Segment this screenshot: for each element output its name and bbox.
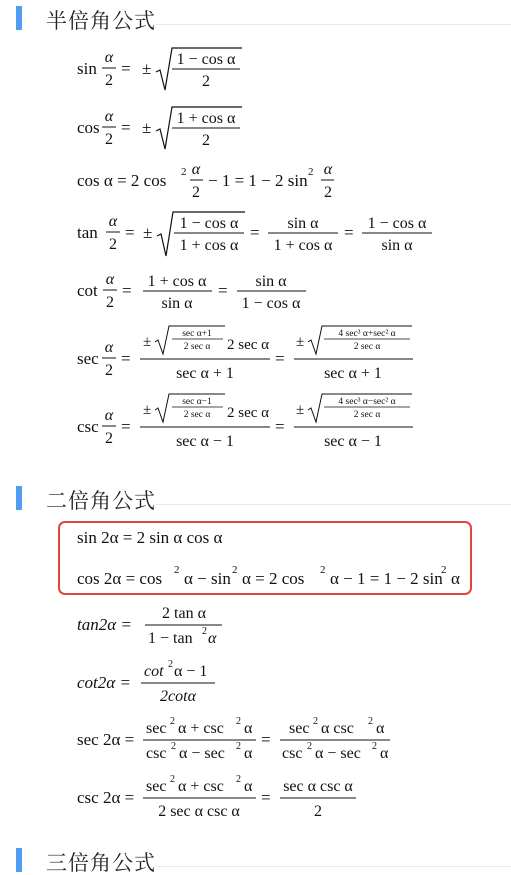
sup: 2: [372, 741, 377, 752]
den: 2: [202, 73, 210, 90]
formula-half-sin: [0, 42, 511, 98]
formula-double-cot: [0, 656, 511, 706]
formula-double-cos: [0, 561, 511, 591]
two: 2: [105, 430, 113, 447]
in-num: sec α−1: [182, 397, 212, 407]
in-den: 2 sec α: [183, 342, 211, 352]
n1c: α: [244, 720, 253, 737]
d1: 2 sec α csc α: [158, 803, 240, 820]
part-d: α − 1 = 1 − 2 sin: [330, 569, 443, 588]
in2-num: 4 sec³ α−sec² α: [338, 397, 396, 407]
den: 2: [202, 132, 210, 149]
f2-den: 1 − cos α: [241, 295, 301, 312]
d2: 2: [314, 803, 322, 820]
num: 2 tan α: [162, 605, 206, 622]
formula-half-cos: [0, 101, 511, 157]
num-sup: 2: [168, 659, 173, 670]
var: α: [108, 213, 118, 230]
lhs: tan2α =: [77, 615, 132, 634]
svg-text:=: =: [121, 349, 131, 368]
tail: 2 sec α: [227, 337, 270, 353]
var: α: [104, 407, 114, 424]
num-b: α − 1: [174, 663, 208, 680]
section-marker: [16, 486, 22, 510]
num: 1 + cos α: [176, 110, 236, 127]
svg-text:±: ±: [296, 402, 305, 418]
eq: =: [121, 118, 131, 137]
d1a: csc: [146, 745, 167, 762]
sup: 2: [236, 716, 241, 727]
f3-num: 1 − cos α: [367, 215, 427, 232]
den: 2cotα: [160, 688, 196, 705]
section-title: 二倍角公式: [46, 489, 156, 513]
formula-half-csc: [0, 390, 511, 454]
d1c: α: [244, 745, 253, 762]
f2-den: 1 + cos α: [273, 237, 333, 254]
lhs: sec 2α =: [77, 730, 135, 749]
section-divider: [156, 866, 511, 867]
sup: 2: [308, 166, 314, 178]
f3-den: sin α: [381, 237, 413, 254]
sup: 2: [320, 564, 326, 576]
var: α: [104, 339, 114, 356]
formula-half-tan: [0, 206, 511, 262]
section-marker: [16, 6, 22, 30]
section-title: 三倍角公式: [46, 851, 156, 875]
section-divider: [156, 24, 511, 25]
n2b: α csc: [321, 720, 354, 737]
f1-den: sin α: [161, 295, 193, 312]
fn: cot: [77, 281, 98, 300]
frac-num: α: [323, 161, 333, 178]
lhs: csc 2α =: [77, 788, 135, 807]
fn: sin: [77, 59, 97, 78]
sup: 2: [181, 166, 187, 178]
n1b: α + csc: [178, 720, 224, 737]
two: 2: [105, 362, 113, 379]
sup: 2: [307, 741, 312, 752]
svg-text:=: =: [261, 730, 271, 749]
part-a: cos 2α = cos: [77, 569, 163, 588]
in-den: 2 sec α: [183, 410, 211, 420]
formula-double-sec: [0, 714, 511, 764]
two: 2: [109, 236, 117, 253]
part-c: α = 2 cos: [242, 569, 305, 588]
part-b: α − sin: [184, 569, 231, 588]
svg-text:=: =: [121, 417, 131, 436]
n2a: sec: [289, 720, 310, 737]
tail: 2 sec α: [227, 405, 270, 421]
svg-text:=: =: [261, 788, 271, 807]
n1a: sec: [146, 778, 167, 795]
svg-text:=: =: [122, 281, 132, 300]
fn: tan: [77, 223, 98, 242]
in2-den: 2 sec α: [353, 342, 381, 352]
den2: sec α + 1: [324, 365, 382, 382]
frac-num: α: [191, 161, 201, 178]
mid: − 1 = 1 − 2 sin: [208, 171, 308, 190]
svg-text:=: =: [275, 417, 285, 436]
n2: sec α csc α: [283, 778, 353, 795]
den1: sec α + 1: [176, 365, 234, 382]
svg-text:=: =: [275, 349, 285, 368]
sup: 2: [232, 564, 238, 576]
n1c: α: [244, 778, 253, 795]
pm: ±: [143, 223, 153, 242]
sup: 2: [174, 564, 180, 576]
fn: cos: [77, 118, 100, 137]
part-e: α: [451, 569, 460, 588]
sq-num: 1 − cos α: [179, 215, 239, 232]
formula-double-csc: [0, 772, 511, 822]
var: α: [104, 108, 114, 125]
den-a: 1 − tan: [148, 630, 193, 647]
svg-text:=: =: [250, 223, 260, 242]
f2-num: sin α: [287, 215, 319, 232]
two: 2: [106, 294, 114, 311]
section-divider: [156, 504, 511, 505]
sup: 2: [368, 716, 373, 727]
sq-den: 1 + cos α: [179, 237, 239, 254]
fn: sec: [77, 349, 99, 368]
pm: ±: [143, 402, 152, 418]
d2b: α − sec: [315, 745, 361, 762]
in2-num: 4 sec³ α+sec² α: [338, 329, 396, 339]
den2: sec α − 1: [324, 433, 382, 450]
d2a: csc: [282, 745, 303, 762]
sup: 2: [236, 774, 241, 785]
var: α: [104, 49, 114, 66]
num: 1 − cos α: [176, 51, 236, 68]
den-sup: 2: [202, 626, 207, 637]
formula-double-tan: [0, 600, 511, 650]
in-num: sec α+1: [182, 329, 212, 339]
fn: csc: [77, 417, 99, 436]
two: 2: [105, 72, 113, 89]
num-a: cot: [144, 663, 164, 680]
formula-half-cos-identity: [0, 159, 511, 205]
n1a: sec: [146, 720, 167, 737]
lhs: cos α = 2 cos: [77, 171, 167, 190]
d2c: α: [380, 745, 389, 762]
sup: 2: [441, 564, 447, 576]
section-title: 半倍角公式: [46, 9, 156, 33]
svg-text:=: =: [125, 223, 135, 242]
den-b: α: [208, 630, 217, 647]
frac-den: 2: [324, 184, 332, 201]
svg-text:=: =: [218, 281, 228, 300]
den1: sec α − 1: [176, 433, 234, 450]
svg-text:=: =: [344, 223, 354, 242]
var: α: [105, 271, 115, 288]
formula-half-cot: [0, 264, 511, 320]
sup: 2: [171, 741, 176, 752]
sup: 2: [236, 741, 241, 752]
n1b: α + csc: [178, 778, 224, 795]
n2c: α: [376, 720, 385, 737]
section-marker: [16, 848, 22, 872]
lhs: cot2α =: [77, 673, 131, 692]
pm: ±: [142, 118, 152, 137]
text: sin 2α = 2 sin α cos α: [77, 528, 223, 547]
in2-den: 2 sec α: [353, 410, 381, 420]
sup: 2: [170, 774, 175, 785]
pm: ±: [143, 334, 152, 350]
svg-text:±: ±: [296, 334, 305, 350]
sup: 2: [170, 716, 175, 727]
pm: ±: [142, 59, 152, 78]
f1-num: 1 + cos α: [147, 273, 207, 290]
formula-half-sec: [0, 322, 511, 386]
two: 2: [105, 131, 113, 148]
d1b: α − sec: [179, 745, 225, 762]
eq: =: [121, 59, 131, 78]
f2-num: sin α: [255, 273, 287, 290]
formula-double-sin: [0, 524, 511, 554]
sup: 2: [313, 716, 318, 727]
frac-den: 2: [192, 184, 200, 201]
